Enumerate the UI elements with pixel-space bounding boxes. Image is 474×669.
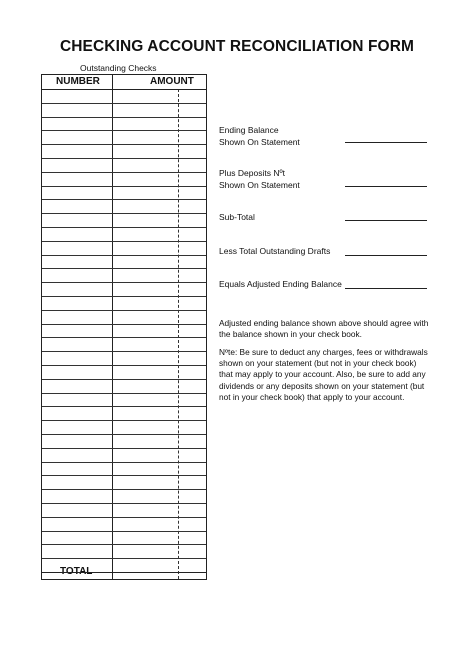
row-divider — [42, 531, 206, 532]
row-divider — [42, 420, 206, 421]
row-divider — [42, 186, 206, 187]
row-divider — [42, 255, 206, 256]
row-divider — [42, 117, 206, 118]
row-divider — [42, 337, 206, 338]
row-divider — [42, 544, 206, 545]
row-divider — [42, 268, 206, 269]
deduction-note: Nºte: Be sure to deduct any charges, fees or withdrawals shown on your statement (but not in your check book) that may apply to your account. Also, be sure to add any dividends or any deposits shown on your statement (but not in your check book) that apply to your account. — [219, 347, 428, 402]
row-divider — [42, 130, 206, 131]
field-line1: Plus Deposits Nºt — [219, 168, 285, 178]
row-divider — [42, 489, 206, 490]
cents-divider — [178, 89, 179, 579]
number-column-header: NUMBER — [56, 76, 100, 87]
row-divider — [42, 282, 206, 283]
ending-balance-label — [219, 125, 300, 148]
plus-deposits-label — [219, 168, 300, 191]
outstanding-checks-label: Outstanding Checks — [80, 63, 157, 73]
agreement-note: Adjusted ending balance shown above should agree with the balance shown in your check book. — [219, 318, 429, 340]
header-divider — [42, 89, 206, 90]
less-outstanding-input-line[interactable] — [345, 255, 427, 256]
row-divider — [42, 227, 206, 228]
outstanding-checks-table — [41, 74, 207, 580]
row-divider — [42, 172, 206, 173]
row-divider — [42, 503, 206, 504]
field-line1: Ending Balance — [219, 125, 279, 135]
total-divider — [42, 572, 206, 573]
row-divider — [42, 103, 206, 104]
row-divider — [42, 324, 206, 325]
row-divider — [42, 144, 206, 145]
sub-total-input-line[interactable] — [345, 220, 427, 221]
field-line1: Less Total Outstanding Drafts — [219, 246, 331, 256]
less-outstanding-label — [219, 246, 330, 258]
row-divider — [42, 241, 206, 242]
form-title: CHECKING ACCOUNT RECONCILIATION FORM — [59, 38, 415, 55]
amount-column-header: AMOUNT — [150, 76, 194, 87]
field-line2: Shown On Statement — [219, 179, 300, 190]
row-divider — [42, 351, 206, 352]
row-divider — [42, 296, 206, 297]
field-line1: Sub-Total — [219, 212, 255, 222]
row-divider — [42, 199, 206, 200]
row-divider — [42, 434, 206, 435]
row-divider — [42, 213, 206, 214]
row-divider — [42, 448, 206, 449]
adjusted-balance-input-line[interactable] — [345, 288, 427, 289]
row-divider — [42, 558, 206, 559]
row-divider — [42, 158, 206, 159]
row-divider — [42, 406, 206, 407]
field-line2: Shown On Statement — [219, 136, 300, 147]
field-line1: Equals Adjusted Ending Balance — [219, 279, 342, 289]
total-label: TOTAL — [60, 566, 93, 577]
row-divider — [42, 517, 206, 518]
adjusted-balance-label — [219, 279, 342, 291]
plus-deposits-input-line[interactable] — [345, 186, 427, 187]
sub-total-label — [219, 212, 255, 224]
row-divider — [42, 462, 206, 463]
row-divider — [42, 310, 206, 311]
row-divider — [42, 379, 206, 380]
row-divider — [42, 393, 206, 394]
row-divider — [42, 365, 206, 366]
row-divider — [42, 475, 206, 476]
ending-balance-input-line[interactable] — [345, 142, 427, 143]
